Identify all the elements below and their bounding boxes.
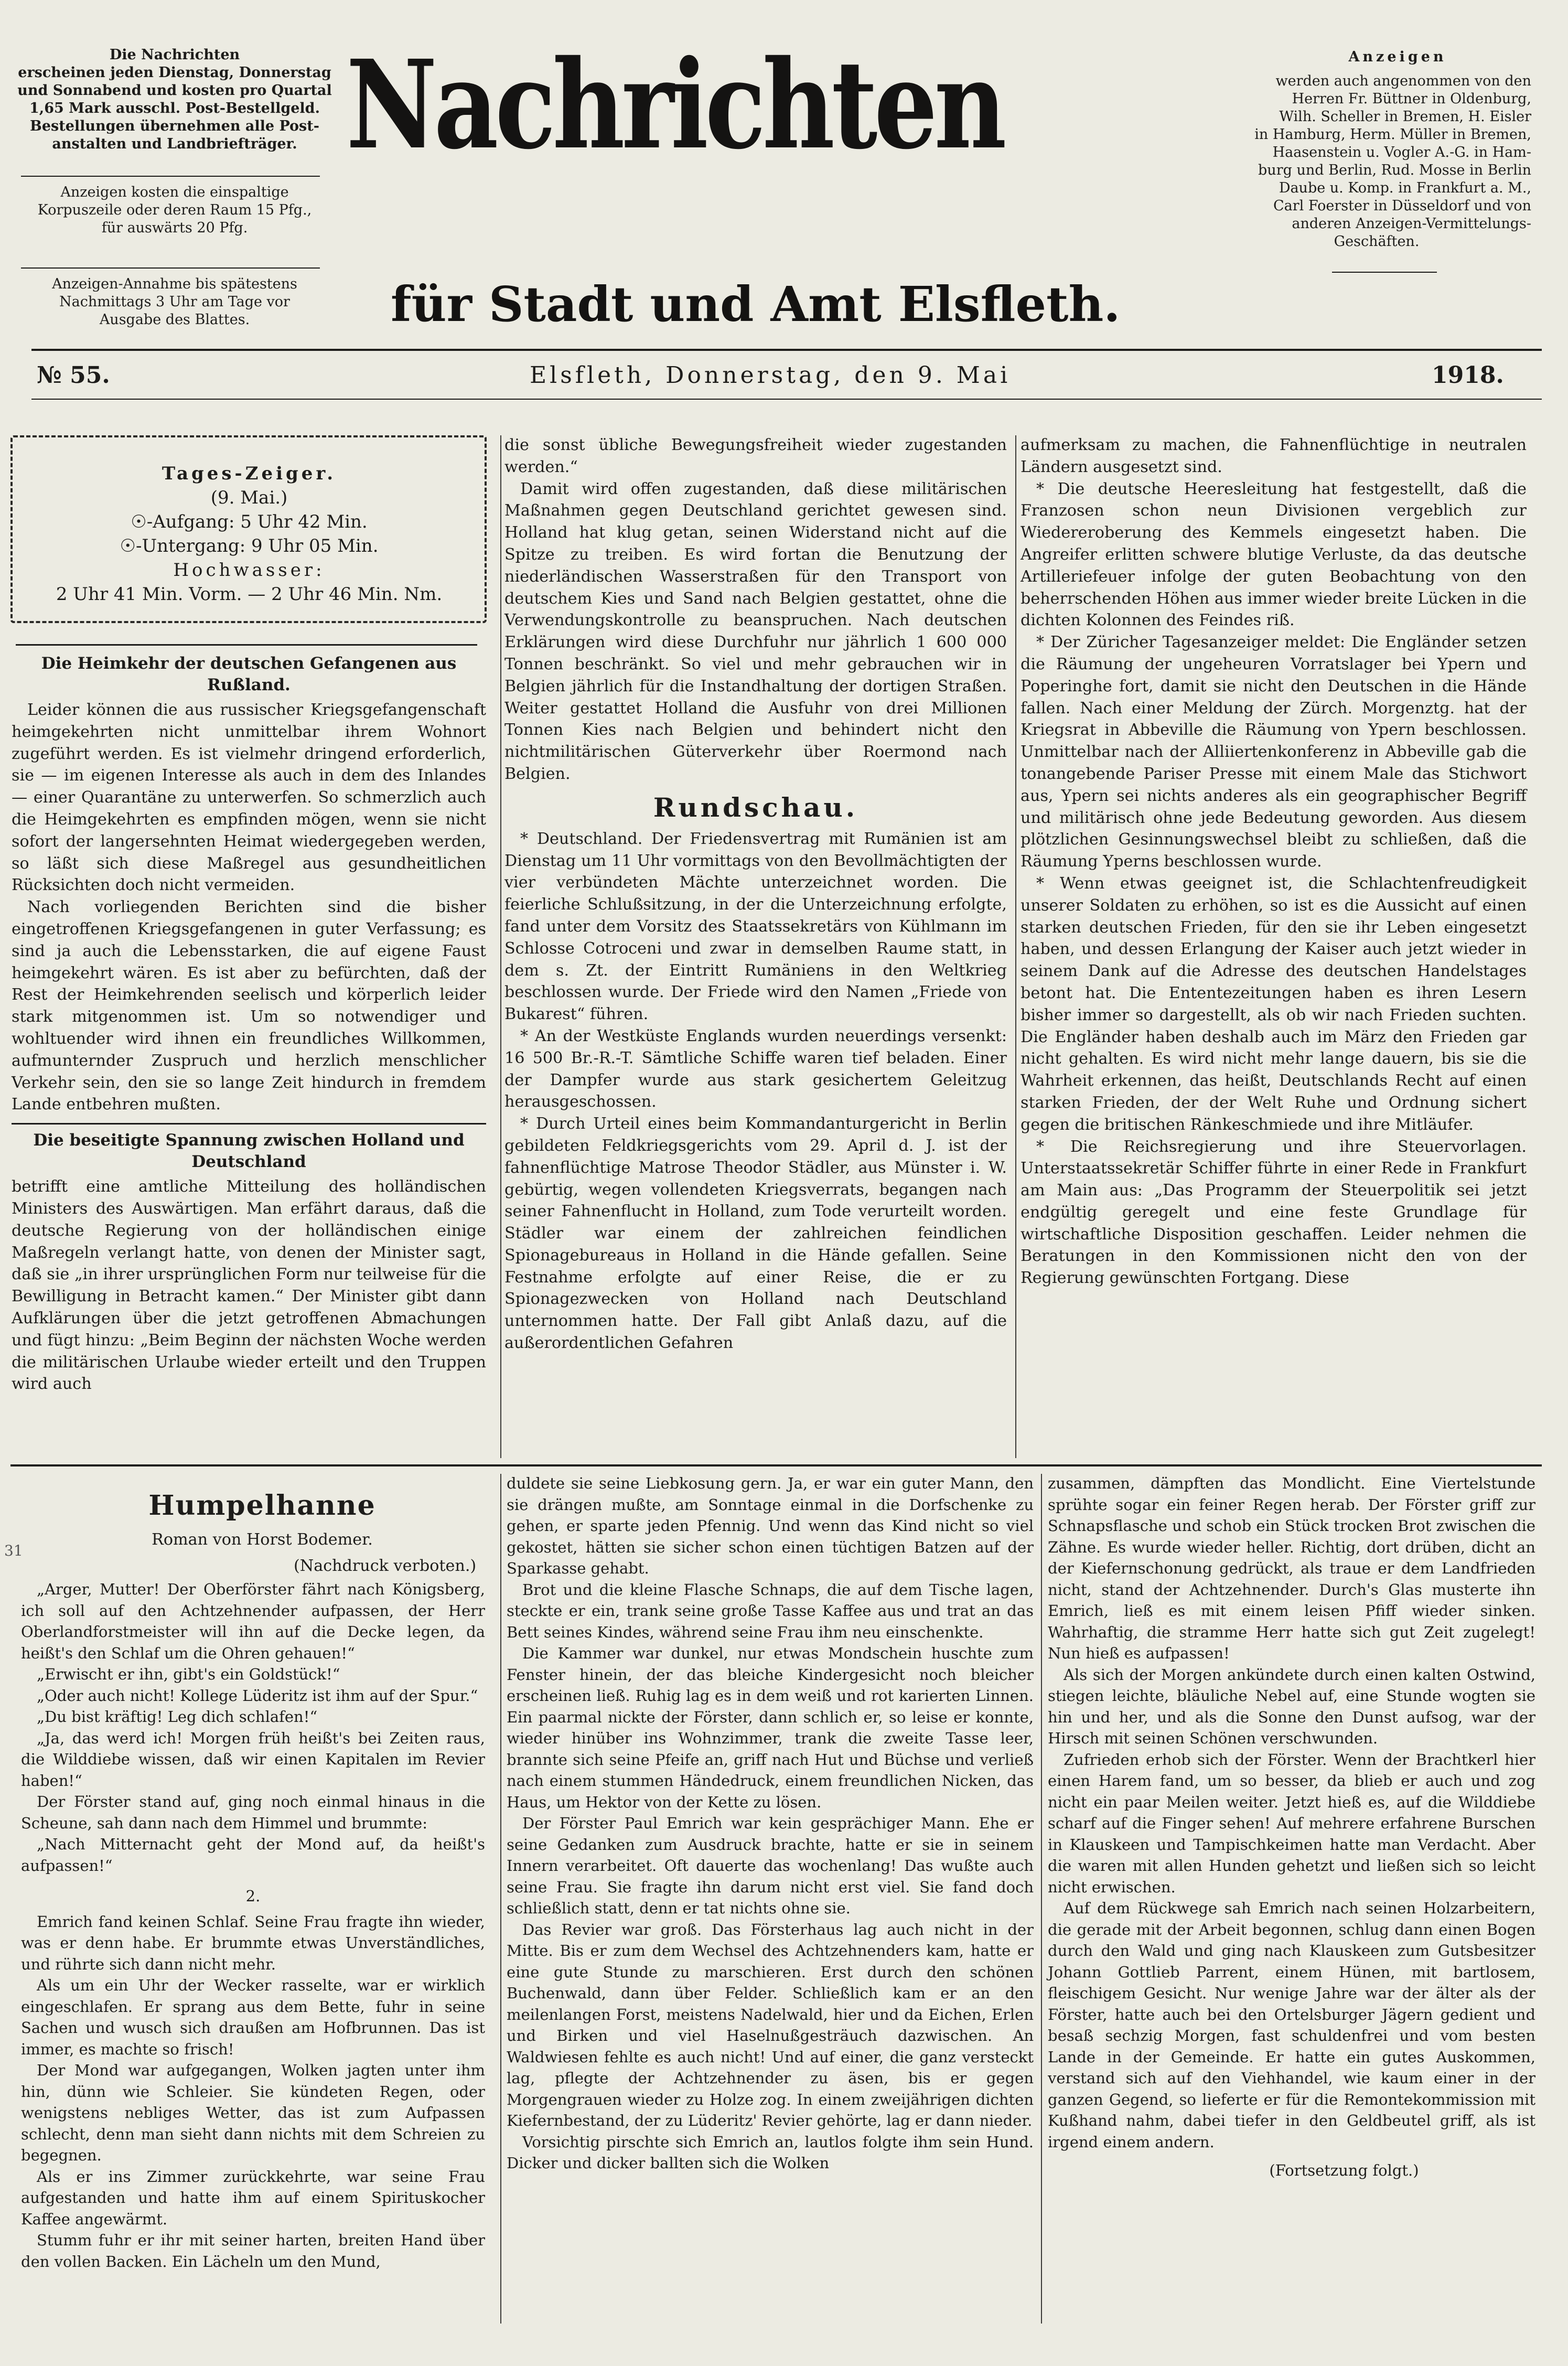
- dateline-top-rule: [31, 349, 1542, 351]
- agency-line: Wilh. Scheller in Bremen, H. Eisler: [1279, 109, 1531, 125]
- ad-price-line: Korpuszeile oder deren Raum 15 Pfg.,: [37, 202, 312, 218]
- column-divider: [1041, 1474, 1042, 2324]
- deadline-line: Nachmittags 3 Uhr am Tage vor: [59, 294, 290, 310]
- col2-text: [504, 434, 1007, 1354]
- agency-line: Daube u. Komp. in Frankfurt a. M.,: [1279, 180, 1531, 196]
- feuilleton-sidebar-number: 31: [4, 1542, 23, 1559]
- subscription-line: 1,65 Mark ausschl. Post-Bestellgeld.: [29, 100, 320, 116]
- novel-paragraph: „Oder auch nicht! Kollege Lüderitz ist ihm auf der Spur.“: [37, 1686, 478, 1705]
- column-divider: [500, 1474, 501, 2324]
- deadline-line: Ausgabe des Blattes.: [99, 312, 250, 328]
- sunset-time: ☉-Untergang: 9 Uhr 05 Min.: [120, 536, 379, 556]
- newspaper-subtitle: für Stadt und Amt Elsfleth.: [391, 276, 1121, 333]
- dateline-bottom-rule: [31, 399, 1542, 400]
- subscription-line: anstalten und Landbriefträger.: [52, 136, 297, 152]
- article-paragraph: * An der Westküste Englands wurden neuerdings versenkt: 16 500 Br.-R.-T. Sämtliche Schiffe waren tief beladen. Einer der Dampfer wurde aus stark gesichertem Geleitzug herausgeschossen.: [504, 1026, 1007, 1111]
- masthead-divider: [21, 267, 320, 269]
- deadline-line: Anzeigen-Annahme bis spätestens: [52, 276, 297, 292]
- novel-paragraph: Auf dem Rückwege sah Emrich nach seinen Holzarbeitern, die gerade mit der Arbeit begonnen, schlug dann einen Bogen durch den Wald und ging nach Klauskeen zum Gutsbesitzer Johann Gottlieb Parrent, einem Hünen, mit bartlosem, fleischigem Gesicht. Nur wenige Jahre war der älter als der Förster, hatte auch bei den Ortelsburger Jägern gedient und besaß sechzig Morgen, fast schuldenfrei und vom besten Lande in der Gemeinde. Er hatte ein gutes Auskommen, verstand sich auf den Viehhandel, wie kaum einer in der ganzen Gegend, so lieferte er für die Remontekommission mit Kußhand nahm, dabei tiefer in den Geldbeutel griff, als ist irgend einem andern.: [1048, 1899, 1535, 2151]
- agency-line: burg und Berlin, Rud. Mosse in Berlin: [1258, 162, 1531, 178]
- article-paragraph: * Die deutsche Heeresleitung hat festgestellt, daß die Franzosen schon neun Divisionen vergeblich zur Wiedereroberung des Kemmels eingesetzt haben. Die Angreifer erlitten schwere blutige Verluste, da das deutsche Artilleriefeuer infolge der guten Beobachtung von den beherrschenden Höhen aus immer wieder breite Lücken in die dichten Kolonnen des Feindes riß.: [1021, 479, 1527, 630]
- novel-paragraph: Der Förster stand auf, ging noch einmal hinaus in die Scheune, sah dann nach dem Himmel und brummte:: [21, 1793, 485, 1832]
- ad-deadline: [9, 275, 340, 329]
- novel-paragraph: Vorsichtig pirschte sich Emrich an, lautlos folgte ihm sein Hund. Dicker und dicker ballten sich die Wolken: [507, 2133, 1034, 2172]
- ad-agencies-title: Anzeigen: [1348, 49, 1447, 65]
- agency-line: Herren Fr. Büttner in Oldenburg,: [1292, 91, 1531, 107]
- article-paragraph: * Deutschland. Der Friedensvertrag mit Rumänien ist am Dienstag um 11 Uhr vormittags von den Bevollmächtigten der vier verbündeten Mächte unterzeichnet worden. Die feierliche Schlußsitzung, in der die Unterzeichnung erfolgte, fand unter dem Vorsitz des Staatssekretärs von Kühlmann im Schlosse Cotroceni und zwar in demselben Raume statt, in dem s. Zt. der Eintritt Rumäniens in den Weltkrieg beschlossen wurde. Der Friede wird den Namen „Friede von Bukarest“ führen.: [504, 829, 1007, 1024]
- novel-paragraph: „Arger, Mutter! Der Oberförster fährt nach Königsberg, ich soll auf den Achtzehnender aufpassen, der Herr Oberlandforstmeister will ihn auf die Decke legen, da heißt's den Schlaf um die Ohren gehauen!“: [21, 1580, 485, 1662]
- novel-paragraph: „Du bist kräftig! Leg dich schlafen!“: [37, 1708, 318, 1726]
- feuilleton-rule: [10, 1464, 1542, 1466]
- novel-paragraph: zusammen, dämpften das Mondlicht. Eine Viertelstunde sprühte sogar ein feiner Regen herab. Der Förster griff zur Schnapsflasche und schob ein Stück trocken Brot zwischen die Zähne. Es wurde wieder heller. Richtig, dort drüben, dicht an der Kiefernschonung gedrückt, als traue er dem Landfrieden nicht, stand der Achtzehnender. Durch's Glas musterte ihn Emrich, ließ es mit einem leisen Pfiff wieder sinken. Wahrhaftig, die stramme Herr hatte sich gut Zeit zugelegt! Nun hieß es aufpassen!: [1048, 1474, 1535, 1662]
- section-heading: Rundschau.: [653, 791, 858, 823]
- issue-number: № 55.: [37, 362, 110, 389]
- article-paragraph: * Die Reichsregierung und ihre Steuervorlagen. Unterstaatssekretär Schiffer führte in einer Rede in Frankfurt am Main aus: „Das Programm der Steuerpolitik sei jetzt endgültig geregelt und eine feste Grundlage für wirtschaftliche Disposition geschaffen. Leider nehmen die Beratungen in den Kommissionen nicht den von der Regierung gewünschten Fortgang. Diese: [1021, 1137, 1527, 1288]
- article-paragraph: * Wenn etwas geeignet ist, die Schlachtenfreudigkeit unserer Soldaten zu erhöhen, so ist es die Aussicht auf einen starken deutschen Frieden, für den sie ihr Leben eingesetzt haben, und dessen Erlangung der Kaiser auch jetzt wieder in seinem Dank auf die Adresse des deutschen Handelstages betont hat. Die Ententezeitungen haben es ihren Lesern bisher immer so dargestellt, als ob wir nach Frieden suchten. Die Engländer haben deshalb auch im März den Frieden gar nicht gehalten. Es wird nicht mehr lange dauern, bis sie die Wahrheit erkennen, das heißt, Deutschlands Recht auf einen starken Frieden, der der Welt Ruhe und Ordnung sichert gegen die britischen Ränkeschmiede und ihre Mitläufer.: [1021, 874, 1527, 1134]
- section-rule: [12, 1123, 486, 1125]
- sunrise-time: ☉-Aufgang: 5 Uhr 42 Min.: [131, 511, 368, 532]
- novel-paragraph: „Nach Mitternacht geht der Mond auf, da heißt's aufpassen!“: [21, 1835, 485, 1875]
- novel-paragraph: Der Förster Paul Emrich war kein gesprächiger Mann. Ehe er seine Gedanken zum Ausdruck brachte, hatte er sie in seinem Innern verarbeitet. Oft dauerte das wochenlang! Das wußte auch seine Frau. Sie fragte ihn darum nicht erst viel. Sie fand doch schließlich statt, denn er tat nichts ohne sie.: [507, 1814, 1034, 1917]
- article-heading: Die Heimkehr der deutschen Gefangenen aus Rußland.: [41, 654, 457, 694]
- article-paragraph: aufmerksam zu machen, die Fahnenflüchtige in neutralen Ländern ausgesetzt sind.: [1021, 436, 1527, 476]
- novel-paragraph: Als er ins Zimmer zurückkehrte, war seine Frau aufgestanden und hatte ihm auf einem Spirituskocher Kaffee angewärmt.: [21, 2167, 485, 2228]
- issue-year: 1918.: [1432, 362, 1504, 389]
- novel-paragraph: Das Revier war groß. Das Försterhaus lag auch nicht in der Mitte. Bis er zum dem Wechsel des Achtzehnenders kam, hatte er eine gute Stunde zu marschieren. Erst durch den schönen Buchenwald, dann über Felder. Schließlich kam er an den meilenlangen Forst, meistens Nadelwald, hier und da Eichen, Erlen und Birken und viel Haselnußgesträuch dazwischen. An Waldwiesen fehlte es auch nicht! Und auf einer, die ganz versteckt lag, pflegte der Achtzehnender zu äsen, bis er gegen Morgengrauen wieder zu Holze zog. In einem zweijährigen dichten Kiefernbestand, der zu Lüderitz' Revier gehörte, lag er dann nieder.: [507, 1920, 1034, 2129]
- newspaper-title: Nachrichten: [346, 33, 1004, 176]
- feuilleton-title: Humpelhanne: [148, 1490, 376, 1522]
- article-paragraph: Leider können die aus russischer Kriegsgefangenschaft heimgekehrten nicht unmittelbar ihrem Wohnort zugeführt werden. Es ist vielmehr dringend erforderlich, sie — im eigenen Interesse als auch in dem des Inlandes — einer Quarantäne zu unterwerfen. So schmerzlich auch die Heimgekehrten es empfinden mögen, wenn sie nicht sofort der langersehnten Heimat wiedergegeben werden, so läßt sich diese Maßregel aus gesundheitlichen Rücksichten doch nicht vermeiden.: [12, 701, 486, 895]
- article-heading: Die beseitigte Spannung zwischen Holland und Deutschland: [33, 1131, 465, 1172]
- col3-text: [1021, 434, 1527, 1289]
- ad-prices: [9, 184, 340, 237]
- article-paragraph: * Durch Urteil eines beim Kommandanturgericht in Berlin gebildeten Feldkriegsgerichts vom 29. April d. J. ist der fahnenflüchtige Matrose Theodor Städler, aus Münster i. W. gebürtig, wegen vollendeten Kriegsverrats, begangen nach seiner Fahnenflucht in Holland, zum Tode verurteilt worden. Städler war einem der zahlreichen feindlichen Spionagebureaus in Holland in die Hände gefallen. Seine Festnahme erfolgte auf einer Reise, die er zu Spionagezwecken von Holland nach Deutschland unternommen hatte. Der Fall gibt Anlaß dazu, auf die außerordentlichen Gefahren: [504, 1115, 1007, 1353]
- agency-line: in Hamburg, Herm. Müller in Bremen,: [1254, 126, 1531, 143]
- article-paragraph: die sonst übliche Bewegungsfreiheit wieder zugestanden werden.“: [504, 436, 1007, 476]
- feuilleton-col2: [507, 1473, 1034, 2174]
- agency-line: Haasenstein u. Vogler A.-G. in Ham-: [1272, 144, 1531, 160]
- novel-paragraph: Zufrieden erhob sich der Förster. Wenn der Brachtkerl hier einen Harem fand, um so besser, da blieb er auch und zog nicht ein paar Meilen weiter. Jetzt hieß es, auf die Wilddiebe scharf auf die Finger sehen! Auf mehrere erfahrene Burschen in Klauskeen und Tampischkeimen hatte man Verdacht. Aber die waren mit allen Hunden gehetzt und ließen sich so leicht nicht erwischen.: [1048, 1750, 1535, 1896]
- agency-line: anderen Anzeigen-Vermittelungs-: [1292, 216, 1531, 232]
- ad-price-line: für auswärts 20 Pfg.: [101, 220, 248, 236]
- article-paragraph: betrifft eine amtliche Mitteilung des holländischen Ministers des Auswärtigen. Man erfährt daraus, daß die deutsche Regierung von der holländischen einige Maßregeln verlangt hatte, von denen der Minister sagt, daß sie „in ihrer ursprünglichen Form nur teilweise für die Bewilligung in Betracht kamen.“ Der Minister gibt dann Aufklärungen über die jetzt getroffenen Abmachungen und fügt hinzu: „Beim Beginn der nächsten Woche werden die militärischen Urlaube wieder erteilt und den Truppen wird auch: [12, 1177, 486, 1394]
- ad-price-line: Anzeigen kosten die einspaltige: [60, 184, 289, 200]
- subscription-line: Bestellungen übernehmen alle Post-: [30, 118, 319, 134]
- agency-line: werden auch angenommen von den: [1275, 73, 1531, 89]
- article-paragraph: Damit wird offen zugestanden, daß diese militärischen Maßnahmen gegen Deutschland gerichtet gewesen sind. Holland hat klug getan, seinen Widerstand nicht auf die Spitze zu treiben. Es wird fortan die Benutzung der niederländischen Wasserstraßen für den Transport von deutschem Kies und Sand nach Belgien gestattet, ohne die Verwendungskontrolle zu beanspruchen. Nach deutschen Erklärungen wird diese Durchfuhr nur jährlich 1 600 000 Tonnen beschränkt. So viel und mehr gebrauchen wir in Belgien jährlich für die Instandhaltung der dortigen Straßen. Weiter gestattet Holland die Ausfuhr von drei Millionen Tonnen Kies nach Belgien und behindert nicht den nichtmilitärischen Güterverkehr über Roermond nach Belgien.: [504, 479, 1007, 783]
- feuilleton-byline: Roman von Horst Bodemer.: [152, 1530, 373, 1549]
- novel-paragraph: Stumm fuhr er ihr mit seiner harten, breiten Hand über den vollen Backen. Ein Lächeln um den Mund,: [21, 2231, 485, 2271]
- tageszeiger-date: (9. Mai.): [210, 487, 288, 508]
- tide-title: Hochwasser:: [173, 560, 325, 581]
- subscription-line: erscheinen jeden Dienstag, Donnerstag: [18, 65, 331, 81]
- subscription-line: und Sonnabend und kosten pro Quartal: [17, 82, 332, 99]
- tide-times: 2 Uhr 41 Min. Vorm. — 2 Uhr 46 Min. Nm.: [56, 584, 443, 605]
- issue-date: Elsfleth, Donnerstag, den 9. Mai: [530, 362, 1011, 389]
- masthead-divider: [21, 176, 320, 177]
- chapter-number: 2.: [245, 1887, 261, 1905]
- novel-paragraph: Als sich der Morgen ankündete durch einen kalten Ostwind, stiegen leichte, bläuliche Nebel auf, eine Stunde wogten sie hin und her, und als die Sonne den Dunst aufsog, war der Hirsch mit seinen Schönen verschwunden.: [1048, 1665, 1535, 1747]
- agency-line: Carl Foerster in Düsseldorf und von: [1273, 198, 1531, 214]
- feuilleton-col1: [21, 1579, 485, 2272]
- feuilleton-col3: [1048, 1473, 1535, 2181]
- novel-paragraph: „Erwischt er ihn, gibt's ein Goldstück!“: [37, 1665, 340, 1683]
- novel-paragraph: „Ja, das werd ich! Morgen früh heißt's bei Zeiten raus, die Wilddiebe wissen, daß wir einen Kapitalen im Revier haben!“: [21, 1729, 485, 1790]
- article-paragraph: Nach vorliegenden Berichten sind die bisher eingetroffenen Kriegsgefangenen in guter Verfassung; es sind ja auch die Lebensstarken, die auf eigene Faust heimgekehrt wären. Es ist aber zu befürchten, daß der Rest der Heimkehrenden seelisch und körperlich leider stark mitgenommen ist. Um so notwendiger und wohltuender wird ihnen ein freundliches Willkommen, aufmunternder Zuspruch und herzlich menschlicher Verkehr sein, den sie so lange Zeit hindurch in fremdem Lande entbehren mußten.: [12, 898, 486, 1114]
- tageszeiger-box: [21, 462, 477, 606]
- col1-text: [12, 653, 486, 1395]
- agency-line: Geschäften.: [1334, 233, 1420, 250]
- continuation-note: (Fortsetzung folgt.): [1269, 2161, 1419, 2179]
- novel-paragraph: Emrich fand keinen Schlaf. Seine Frau fragte ihn wieder, was er denn habe. Er brummte etwas Unverständliches, und rührte sich dann nicht mehr.: [21, 1912, 485, 1973]
- novel-paragraph: Als um ein Uhr der Wecker rasselte, war er wirklich eingeschlafen. Er sprang aus dem Bette, fuhr in seine Sachen und wusch sich draußen am Hofbrunnen. Das ist immer, es machte so frisch!: [21, 1976, 485, 2058]
- novel-paragraph: Der Mond war aufgegangen, Wolken jagten unter ihm hin, dünn wie Schleier. Sie kündeten Regen, oder wenigstens nebliges Wetter, das ist zum Aufpassen schlecht, denn man sieht dann nichts mit dem Schreien zu begegnen.: [21, 2061, 485, 2164]
- subscription-info: [9, 46, 340, 153]
- article-paragraph: * Der Züricher Tagesanzeiger meldet: Die Engländer setzen die Räumung der ungeheuren Vorratslager bei Ypern und Poperinghe fort, damit sie nicht den Deutschen in die Hände fallen. Nach einer Meldung der Zürch. Morgenztg. hat der Kriegsrat in Abbeville die Räumung von Ypern beschlossen. Unmittelbar nach der Alliiertenkonferenz in Abbeville gab die tonangebende Pariser Presse mit einem Male das Stichwort aus, Ypern sei nichts anderes als ein geographischer Begriff und militärisch ohne jede Bedeutung geworden. Aus diesem plötzlichen Gesinnungswechsel bleibt zu schließen, daß die Räumung Yperns beschlossen wurde.: [1021, 633, 1527, 871]
- novel-paragraph: duldete sie seine Liebkosung gern. Ja, er war ein guter Mann, den sie drängen mußte, am Sonntage einmal in die Dorfschenke zu gehen, er sparte jeden Pfennig. Und wenn das Kind nicht so viel gekostet, hätten sie sicher schon einen tüchtigen Batzen auf der Sparkasse gehabt.: [507, 1474, 1034, 1577]
- section-rule: [16, 644, 477, 646]
- feuilleton-notice: (Nachdruck verboten.): [294, 1557, 477, 1575]
- column-divider: [1015, 435, 1016, 1458]
- novel-paragraph: Brot und die kleine Flasche Schnaps, die auf dem Tische lagen, steckte er ein, trank seine große Tasse Kaffee aus und trat an das Bett seines Kindes, während seine Frau ihm neu einschenkte.: [507, 1580, 1034, 1641]
- tageszeiger-title: Tages-Zeiger.: [162, 463, 337, 484]
- column-divider: [500, 435, 501, 1458]
- novel-paragraph: Die Kammer war dunkel, nur etwas Mondschein huschte zum Fenster hinein, der das bleiche Kindergesicht noch bleicher erscheinen ließ. Ruhig lag es in dem weiß und rot karierten Linnen. Ein paarmal nickte der Förster, dann schlich er, so leise er konnte, wieder hinüber ins Wohnzimmer, trank die zweite Tasse leer, brannte sich seine Pfeife an, griff nach Hut und Büchse und verließ nach einem stummen Händedruck, einem freundlichen Nicken, das Haus, um Hektor von der Kette zu lösen.: [507, 1644, 1034, 1811]
- ad-agencies: [1222, 48, 1531, 251]
- subscription-line: Die Nachrichten: [109, 47, 240, 63]
- masthead-divider: [1332, 272, 1437, 273]
